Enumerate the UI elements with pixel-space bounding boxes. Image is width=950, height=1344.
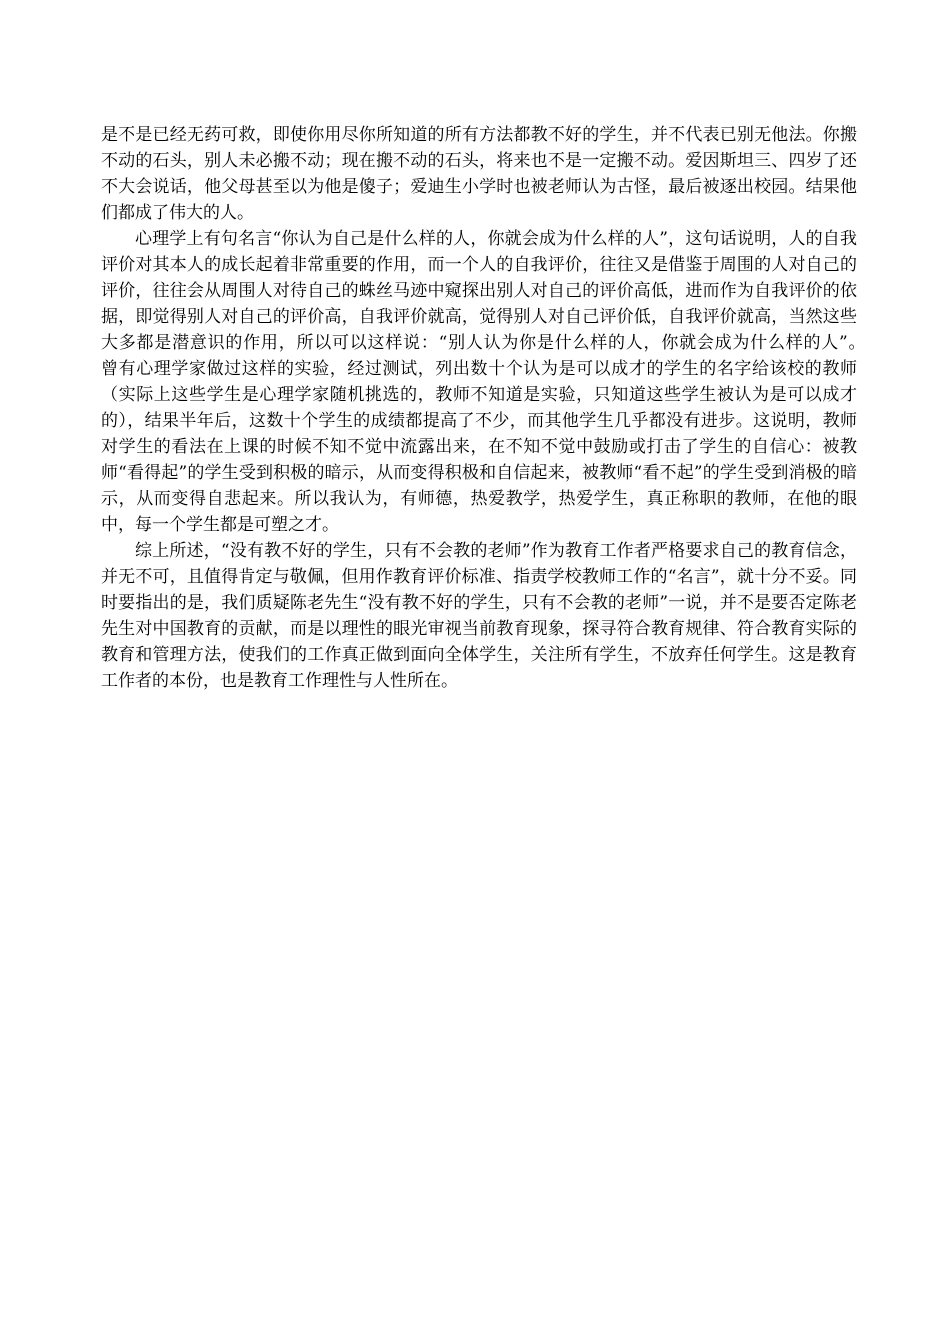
body-text: [101, 122, 874, 694]
paragraph-continuation: 是不是已经无药可救，即使你用尽你所知道的所有方法都教不好的学生，并不代表已别无他法。你搬不动的石头，别人未必搬不动；现在搬不动的石头，将来也不是一定搬不动。爱因斯坦三、四岁了还不大会说话，他父母甚至以为他是傻子；爱迪生小学时也被老师认为古怪，最后被逐出校园。结果他们都成了伟大的人。: [101, 125, 857, 223]
paragraph-psychology: 心理学上有句名言“你认为自己是什么样的人，你就会成为什么样的人”，这句话说明，人的自我评价对其本人的成长起着非常重要的作用，而一个人的自我评价，往往又是借鉴于周围的人对自己的评价，往往会从周围人对待自己的蛛丝马迹中窥探出别人对自己的评价高低，进而作为自我评价的依据，即觉得别人对自己的评价高，自我评价就高，觉得别人对自己评价低，自我评价就高，当然这些大多都是潜意识的作用，所以可以这样说：“别人认为你是什么样的人，你就会成为什么样的人”。 曾有心理学家做过这样的实验，经过测试，列出数十个认为是可以成才的学生的名字给该校的教师（实际上这些学生是心理学家随机挑选的，教师不知道是实验，只知道这些学生被认为是可以成才的），结果半年后，这数十个学生的成绩都提高了不少，而其他学生几乎都没有进步。这说明，教师对学生的看法在上课的时候不知不觉中流露出来，在不知不觉中鼓励或打击了学生的自信心：被教师“看得起”的学生受到积极的暗示，从而变得积极和自信起来，被教师“看不起”的学生受到消极的暗示，从而变得自悲起来。所以我认为，有师德，热爱教学，热爱学生，真正称职的教师，在他的眼中，每一个学生都是可塑之才。: [101, 229, 874, 535]
paragraph-conclusion: 综上所述，“没有教不好的学生，只有不会教的老师”作为教育工作者严格要求自己的教育信念，并无不可，且值得肯定与敬佩，但用作教育评价标准、指责学校教师工作的“名言”，就十分不妥。同时要指出的是，我们质疑陈老先生“没有教不好的学生，只有不会教的老师”一说，并不是要否定陈老先生对中国教育的贡献，而是以理性的眼光审视当前教育现象，探寻符合教育规律、符合教育实际的教育和管理方法，使我们的工作真正做到面向全体学生，关注所有学生，不放弃任何学生。这是教育工作者的本份，也是教育工作理性与人性所在。: [101, 541, 857, 691]
